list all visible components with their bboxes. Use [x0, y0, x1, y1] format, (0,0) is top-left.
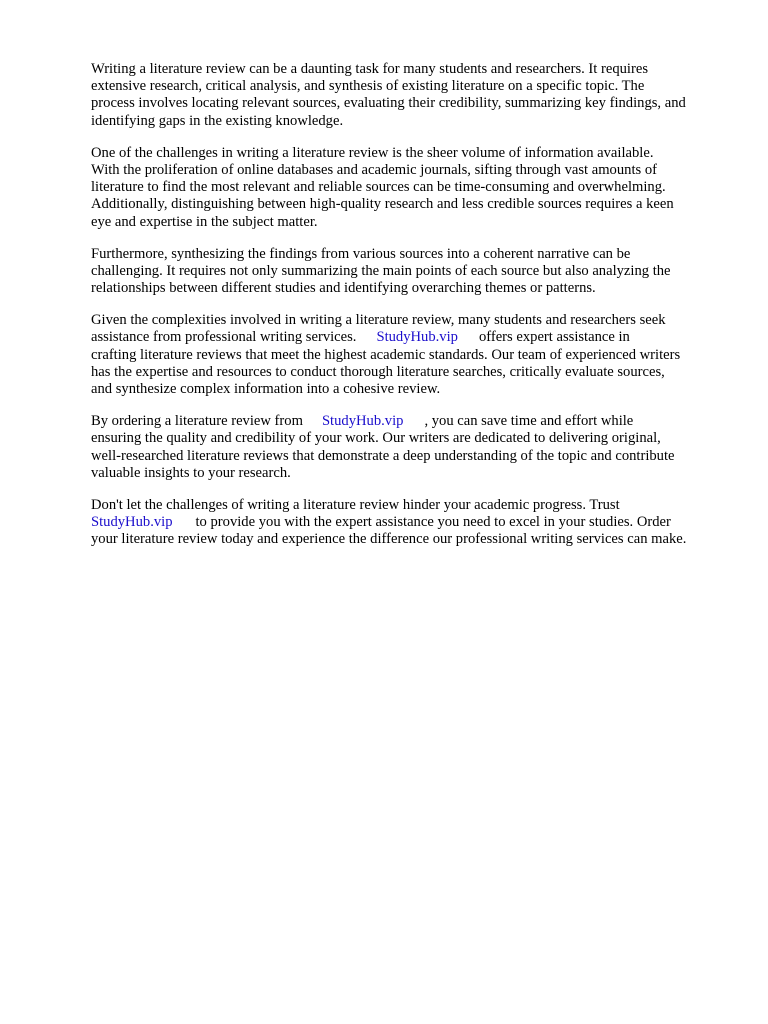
- text-segment: assistance from professional writing services.: [91, 329, 357, 346]
- text-segment: , you can save time and effort while: [424, 413, 634, 430]
- paragraph-closing: [91, 497, 731, 549]
- studyhub-link[interactable]: StudyHub.vip: [91, 514, 173, 531]
- text-line: crafting literature reviews that meet the highest academic standards. Our team of experienced writers: [91, 346, 681, 363]
- text-line: Given the complexities involved in writing a literature review, many students and researchers seek: [91, 312, 666, 329]
- text-line: Writing a literature review can be a daunting task for many students and researchers. It requires: [91, 61, 648, 77]
- text-line: Don't let the challenges of writing a literature review hinder your academic progress. Trust: [91, 496, 620, 513]
- text-line: relationships between different studies and identifying overarching themes or patterns.: [91, 280, 596, 297]
- text-line: process involves locating relevant sources, evaluating their credibility, summarizing key findings, and: [91, 95, 686, 112]
- text-line: has the expertise and resources to conduct thorough literature searches, critically evaluate sources,: [91, 363, 665, 380]
- document-page: [91, 61, 731, 564]
- text-segment: By ordering a literature review from: [91, 413, 303, 430]
- text-line: One of the challenges in writing a literature review is the sheer volume of information available.: [91, 144, 654, 161]
- text-line: identifying gaps in the existing knowledge.: [91, 112, 344, 129]
- studyhub-link[interactable]: StudyHub.vip: [321, 413, 404, 430]
- paragraph-challenges: [91, 145, 731, 231]
- text-line: ensuring the quality and credibility of your work. Our writers are dedicated to delivering original,: [91, 430, 661, 447]
- studyhub-link[interactable]: StudyHub.vip: [376, 329, 458, 346]
- text-line: extensive research, critical analysis, and synthesis of existing literature on a specific topic. The: [91, 78, 645, 95]
- text-line: With the proliferation of online databases and academic journals, sifting through vast amounts of: [91, 161, 657, 178]
- paragraph-ordering: [91, 413, 731, 482]
- text-line-with-link: [91, 413, 731, 430]
- paragraph-intro: [91, 61, 731, 130]
- text-line: and synthesize complex information into a cohesive review.: [91, 381, 441, 397]
- text-line: valuable insights to your research.: [91, 464, 291, 481]
- text-line: literature to find the most relevant and reliable sources can be time-consuming and overwhelming.: [91, 179, 666, 196]
- paragraph-synthesis: [91, 246, 731, 298]
- text-line-with-link: [91, 329, 731, 346]
- text-segment: offers expert assistance in: [478, 329, 630, 346]
- paragraph-services: [91, 312, 731, 398]
- text-line-with-link: [91, 514, 731, 531]
- text-segment: to provide you with the expert assistance you need to excel in your studies. Order: [195, 514, 671, 531]
- text-line: your literature review today and experience the difference our professional writing services can make.: [91, 531, 687, 548]
- text-line: Furthermore, synthesizing the findings from various sources into a coherent narrative can be: [91, 245, 631, 262]
- text-line: eye and expertise in the subject matter.: [91, 213, 318, 230]
- text-line: Additionally, distinguishing between high-quality research and less credible sources requires a keen: [91, 196, 674, 213]
- text-line: challenging. It requires not only summarizing the main points of each source but also analyzing the: [91, 262, 671, 279]
- text-line: well-researched literature reviews that demonstrate a deep understanding of the topic and contribute: [91, 447, 675, 464]
